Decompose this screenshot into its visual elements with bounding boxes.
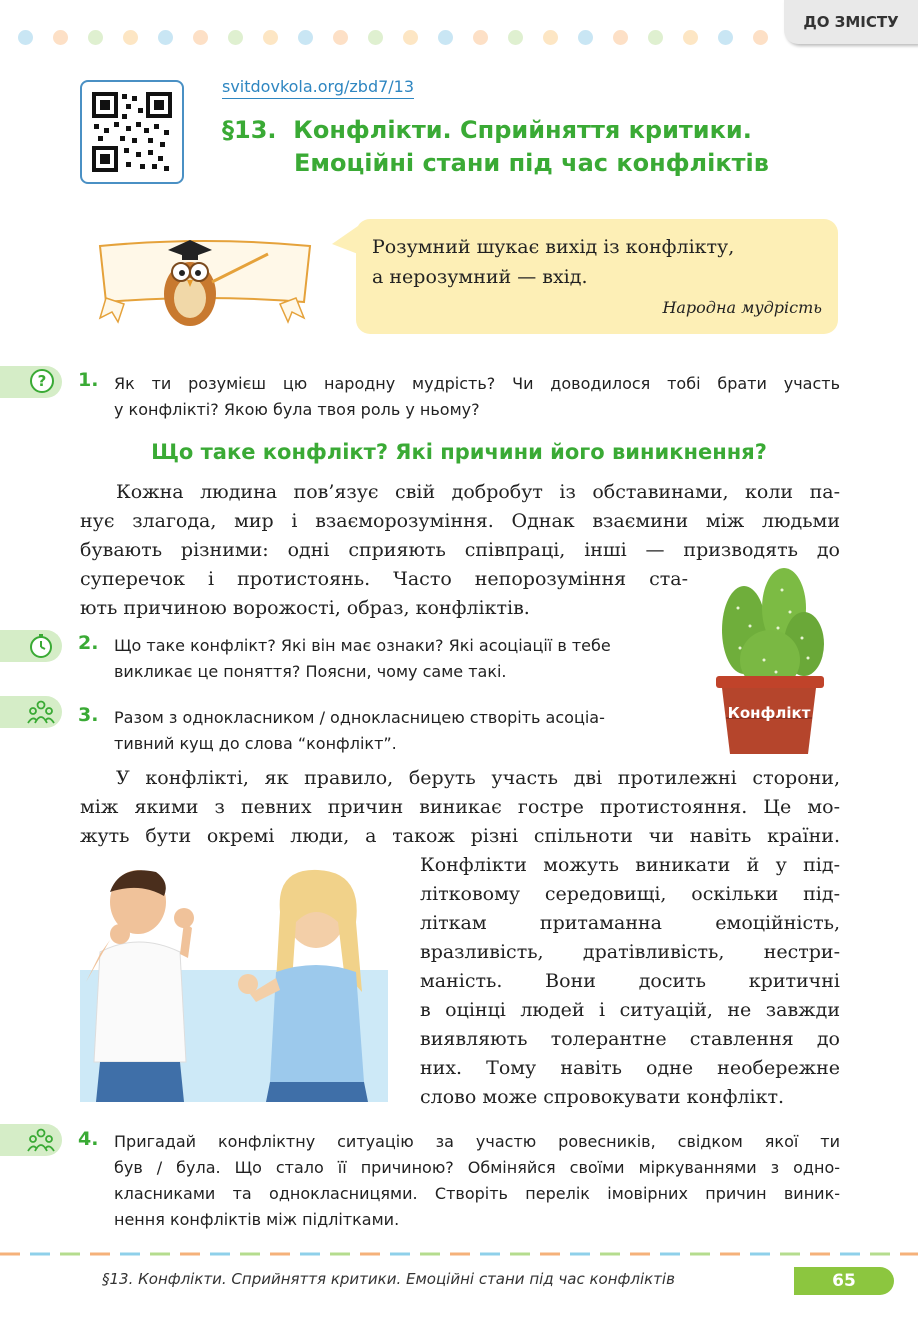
task-2-number: 2. xyxy=(78,632,99,654)
section-heading: Що таке конфлікт? Які причини його виникнення? xyxy=(151,440,767,464)
qr-code-icon xyxy=(82,82,182,182)
toc-button[interactable]: ДО ЗМІСТУ xyxy=(784,0,918,44)
question-icon: ? xyxy=(30,369,54,393)
top-dots-decoration xyxy=(18,30,798,46)
stopwatch-marker xyxy=(0,630,62,662)
footer-running-title: §13. Конфлікти. Сприйняття критики. Емоційні стани під час конфліктів xyxy=(102,1270,675,1288)
cactus-pot-label: Конфлікт xyxy=(727,704,811,722)
group-marker-1 xyxy=(0,696,62,728)
group-icon xyxy=(26,1127,56,1153)
proverb-text: Розумний шукає вихід із конфлікту, а нерозумний — вхід. xyxy=(372,236,735,288)
textbook-link[interactable]: svitdovkola.org/zbd7/13 xyxy=(222,77,414,99)
cactus-illustration xyxy=(704,568,834,758)
page-number: 65 xyxy=(794,1267,894,1295)
task-4-text: Пригадай конфліктну ситуацію за участю ровесників, свідком якої ти був / була. Що стало її причиною? Обміняйся своїми міркуваннями з одно- класниками та однокласницями. Створіть перелік імовірних причин виник- нення конфліктів між підлітками. xyxy=(114,1132,840,1229)
quote-bubble-tail xyxy=(332,226,358,254)
section-number: §13. xyxy=(222,116,277,144)
task-3-number: 3. xyxy=(78,704,99,726)
footer-dashed-line xyxy=(0,1252,918,1256)
page-title: §13. Конфлікти. Сприйняття критики. Емоційні стани під час конфліктів xyxy=(222,116,769,177)
question-marker xyxy=(0,366,62,398)
task-1-text: Як ти розумієш цю народну мудрість? Чи доводилося тобі брати участь у конфлікті? Якою була твоя роль у ньому? xyxy=(114,374,840,419)
paragraph-2: У конфлікті, як правило, беруть участь дві протилежні сторони, між якими з певних причин виникає гостре протистояння. Це мо- жуть бути окремі люди, а також різні спільноти чи навіть країни. xyxy=(80,767,840,847)
teens-photo xyxy=(80,862,388,1102)
task-1-number: 1. xyxy=(78,369,99,391)
group-icon xyxy=(26,699,56,725)
task-3-text: Разом з однокласником / однокласницею створіть асоціа- тивний кущ до слова “конфлікт”. xyxy=(114,708,605,753)
stopwatch-icon xyxy=(28,633,54,659)
paragraph-1: Кожна людина пов’язує свій добробут із обставинами, коли па- нує злагода, мир і взаєморозуміння. Однак взаємини між людьми бувають різними: одні сприяють співпраці, інші — призводять до суперечок і протистоянь. Часто непорозуміння ста- ють причиною ворожості, образ, конфліктів. xyxy=(80,481,840,619)
qr-code-box[interactable] xyxy=(80,80,184,184)
task-2-text: Що таке конфлікт? Які він має ознаки? Які асоціації в тебе викликає це поняття? Поясни, чому саме такі. xyxy=(114,636,611,681)
task-4-number: 4. xyxy=(78,1128,99,1150)
group-marker-2 xyxy=(0,1124,62,1156)
owl-illustration xyxy=(90,232,320,332)
paragraph-2-wrap: Конфлікти можуть виникати й у під- літковому середовищі, оскільки під- літкам притаманна емоційність, вразливість, дратівливість, нестри- маність. Вони досить критичні в оцінці людей і ситуацій, не завжди виявляють толерантне ставлення до них. Тому навіть одне необережне слово може спровокувати конфлікт. xyxy=(420,854,840,1108)
proverb-author: Народна мудрість xyxy=(662,298,822,317)
